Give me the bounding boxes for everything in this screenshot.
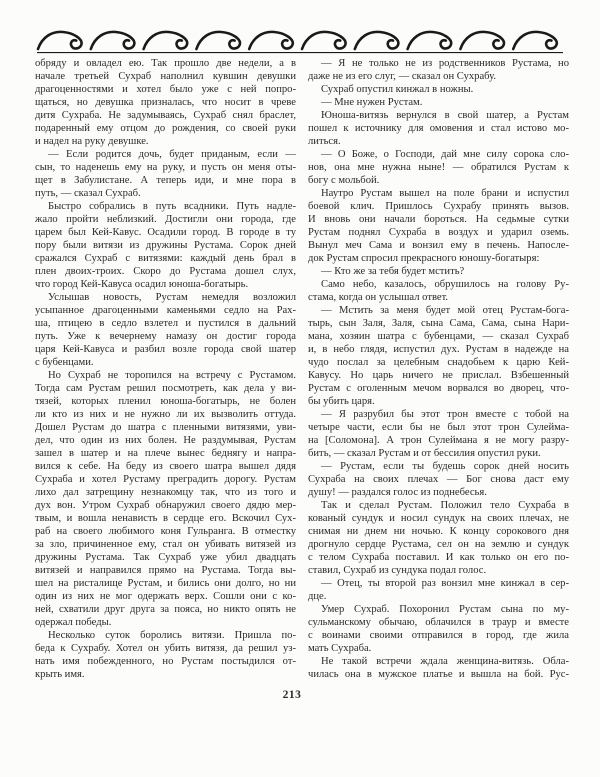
text-line: сражался Сухраб с витязями: каждый день брал в	[35, 253, 296, 264]
text-line: четыре части, если бы не был этот трон Сулейма-	[308, 422, 569, 433]
text-line: Кавусу. Но царь ничего не прислал. Взбешенный	[308, 370, 569, 381]
wave-unit-icon	[38, 32, 82, 49]
text-line: Услышав новость, Рустам немедля возложил	[48, 292, 296, 303]
text-line: нов, она мне нужна ныне! — обратился Рустам к	[308, 162, 569, 173]
text-line: щет в Забулистане. А теперь иди, и мне пора в	[35, 175, 296, 186]
text-line: снимая ни днем ни ночью. К концу сорокового дня	[308, 526, 569, 537]
text-line: Несколько суток боролись витязи. Пришла по-	[48, 630, 296, 641]
text-line: Само небо, казалось, обрушилось на голову Ру-	[321, 279, 569, 290]
text-line: шел на ристалище Рустам, и бились они долго, но ни	[35, 578, 296, 589]
text-line: сын, то наденешь ему на руку, и пусть он меня оты-	[35, 162, 296, 173]
text-line: нать имя побежденного, но Рустам постыдился от-	[35, 656, 296, 667]
wave-unit-icon	[91, 32, 135, 49]
text-line: вился к себе. На беду из своего шатра вышел дядя	[35, 461, 296, 472]
text-line: плен двоих-троих. Скоро до Рустама дошел слух,	[35, 266, 296, 277]
text-line: ли кто из них и не нужно ли их вызволить оттуда.	[35, 409, 296, 420]
text-line: душу! — раздался голос из поднебесья.	[308, 487, 487, 498]
text-line: обряду и овладел ею. Так прошло две недели, а в	[35, 58, 296, 69]
text-line: пошел к источнику для омовения и стал истово мо-	[308, 123, 569, 134]
text-line: за зло, причиненное ему, стал он убивать витязей из	[35, 539, 296, 550]
text-line: путь, — сказал Сухраб.	[35, 188, 141, 199]
wave-unit-icon	[408, 32, 452, 49]
wave-unit-icon	[144, 32, 188, 49]
text-line: И вновь они начали бороться. На седьмые сутки	[308, 214, 569, 225]
text-line: царем был Кей-Кавус. Осадили город. В городе в ту	[35, 227, 296, 238]
text-line: пору были витязи из дружины Рустама. Сорок дней	[35, 240, 296, 251]
left-column	[35, 57, 296, 681]
text-line: Рустам поднял Сухраба в воздух и ударил оземь.	[308, 227, 569, 238]
wave-unit-icon	[196, 32, 240, 49]
text-line: Так и сделал Рустам. Положил тело Сухраба в	[321, 500, 569, 511]
text-line: Не такой встречи ждала женщина-витязь. Обла-	[321, 656, 569, 667]
wave-unit-icon	[249, 32, 293, 49]
text-line: с воинами своими отправился в город, где жила	[308, 630, 569, 641]
text-line: Но Сухраб не торопился на встречу с Рустамом.	[48, 370, 296, 381]
text-line: стама, когда он услышал ответ.	[308, 292, 449, 303]
text-line: бить, — сказал Рустам и от бессилия опустил руки.	[308, 448, 541, 459]
text-line: крыть имя.	[35, 669, 85, 680]
right-column	[308, 57, 569, 681]
text-line: ставил, Сухраб из сундука подал голос.	[308, 565, 487, 576]
text-line: бы убить царя.	[308, 396, 375, 407]
text-line: — Кто же за тебя будет мстить?	[321, 266, 465, 277]
text-line: на [Соломона]. А трон Сулеймана я не могу разру-	[308, 435, 569, 446]
text-line: Умер Сухраб. Похоронил Рустам сына по му-	[321, 604, 569, 615]
text-line: ней, схватили друг друга за пояса, но никто опять не	[35, 604, 296, 615]
text-line: даже не из его слуг, — сказал он Сухрабу.	[308, 71, 497, 82]
wave-units	[38, 32, 557, 49]
text-line: Сухраба на своих плечах — Бог снова даст ему	[308, 474, 569, 485]
text-line: Дошел Рустам до шатра с пленными витязями, уви-	[35, 422, 296, 433]
text-line: лихо дал затрещину незнакомцу так, что из того и	[35, 487, 296, 498]
text-line: богу с мольбой.	[308, 175, 380, 186]
wave-unit-icon	[355, 32, 399, 49]
text-line: дух вон. Утром Сухраб обнаружил своего дядю мер-	[35, 500, 296, 511]
text-line: одержал победы.	[35, 617, 112, 628]
text-line: — Отец, ты второй раз вонзил мне кинжал в сер-	[321, 578, 569, 589]
text-line: Наутро Рустам вышел на поле брани и испустил	[321, 188, 569, 199]
spiral-wave-border-icon	[36, 30, 564, 54]
wave-unit-icon	[513, 32, 557, 49]
text-line: Быстро собрались в путь всадники. Путь надле-	[48, 201, 296, 212]
text-line: дрогнуло сердце Рустама, сел он на землю и сундук	[308, 539, 569, 550]
text-line: щаться, но девушка призналась, что носит в чреве	[35, 97, 296, 108]
text-line: витязей и направился прямо на Рустама. Тогда вы-	[35, 565, 296, 576]
text-line: — Я разрубил бы этот трон вместе с тобой на	[321, 409, 569, 420]
text-line: док Рустам спросил прекрасного юношу-богатыря:	[308, 253, 540, 264]
text-line: тырь, сын Заля, Заля, сына Сама, Сама, сына Нари-	[308, 318, 569, 329]
text-line: путь. Уже к вечернему намазу он достиг города	[35, 331, 296, 342]
text-line: подаренный ему отцом до рождения, со своей руки	[35, 123, 296, 134]
text-line: — Если родится дочь, будет приданым, если —	[48, 149, 296, 160]
text-line: чудо послал за целебным снадобьем к царю Кей-	[308, 357, 569, 368]
wave-unit-icon	[460, 32, 504, 49]
text-line: и надел на руку девушке.	[35, 136, 149, 147]
text-line: Рустам с оголенным мечом ворвался во дворец, что-	[308, 383, 569, 394]
text-line: с телом Сухраба поставил. И как только он его по-	[308, 552, 569, 563]
text-line: дце.	[308, 591, 327, 602]
text-line: твым, и вошла ненависть в сердце его. Вскочил Сух-	[35, 513, 296, 524]
text-line: — Мстить за меня будет мой отец Рустам-бога-	[321, 305, 569, 316]
text-line: — Мне нужен Рустам.	[321, 97, 423, 108]
text-line: усыпанное драгоценными каменьями седло на Рах-	[35, 305, 296, 316]
text-line: кованый сундук и носил сундук на своих плечах, не	[308, 513, 569, 524]
text-line: дел, что один из них болен. Не раздумывая, Рустам	[35, 435, 296, 446]
text-line: чилась она в мужское платье и вышла на бой. Рус-	[308, 669, 569, 680]
page-number: 213	[282, 689, 302, 701]
text-line: один из них не мог одержать верх. Сошли они с ко-	[35, 591, 296, 602]
text-line: дитя Сухраба. Не задумываясь, Сухраб снял браслет,	[35, 110, 296, 121]
text-line: Вынул меч Сама и вонзил ему в печень. Напосле-	[308, 240, 569, 251]
text-line: Сухраба и хотел Рустаму преградить дорогу. Рустам	[35, 474, 296, 485]
text-line: раб на своего любимого коня Гульранга. В отместку	[35, 526, 296, 537]
text-line: драгоценностями и хотел было уже с ней попро-	[35, 84, 296, 95]
text-line: с бубенцами.	[35, 357, 94, 368]
text-line: литься.	[308, 136, 341, 147]
text-line: начале третьей Сухраб наполнил кувшин девушки	[35, 71, 296, 82]
text-line: мать Сухраба.	[308, 643, 372, 654]
text-line: тязей, которых пленил юноша-богатырь, не болен	[35, 396, 296, 407]
text-line: Сухраб опустил кинжал в ножны.	[321, 84, 474, 95]
text-line: сульманскому обычаю, облачился в траур и вместе	[308, 617, 569, 628]
text-line: Тогда сам Рустам решил посмотреть, как дела у ви-	[35, 383, 296, 394]
text-line: ша, птицею в седло взлетел и пустился в дальний	[35, 318, 296, 329]
text-line: зашел в шатер и на плече вынес беднягу и напра-	[35, 448, 296, 459]
text-line: — Я не только не из родственников Рустама, но	[321, 58, 569, 69]
text-line: жало пройти неблизкий. Достигли они города, где	[35, 214, 296, 225]
text-line: боевой клич. Пришлось Сухрабу принять вызов.	[308, 201, 569, 212]
text-line: — Рустам, если ты будешь сорок дней носить	[321, 461, 569, 472]
text-line: Юноша-витязь вернулся в свой шатер, а Рустам	[321, 110, 569, 121]
text-line: дружины Рустама. Так Сухраб уже убил двадцать	[35, 552, 296, 563]
text-line: — О Боже, о Господи, дай мне силу сорока сло-	[321, 149, 569, 160]
text-line: царя Кей-Кавуса и разбил возле города свой шатер	[35, 344, 296, 355]
text-line: мана, хозяин шатра с бубенцами, — сказал Сухраб	[308, 331, 569, 342]
text-line: и, в небо глядя, испустил дух. Рустам в надежде на	[308, 344, 569, 355]
text-line: что город Кей-Кавуса осадил юноша-богатырь.	[35, 279, 249, 290]
text-line: беда к Сухрабу. Хотел он убить витязя, да решил уз-	[35, 643, 296, 654]
wave-unit-icon	[302, 32, 346, 49]
